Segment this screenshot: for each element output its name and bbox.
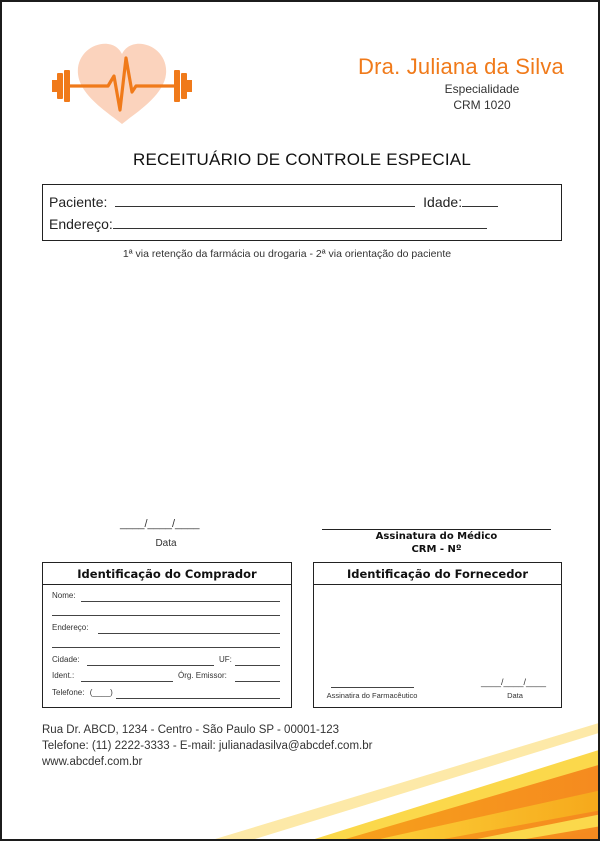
buyer-name-field[interactable] [81,601,280,602]
footer-address: Rua Dr. ABCD, 1234 - Centro - São Paulo SP - 00001-123 [42,724,340,736]
supplier-identification-box [313,562,562,708]
patient-name-label: Paciente: [49,194,108,210]
address-label: Endereço: [49,216,113,232]
buyer-issuer-label: Órg. Emissor: [178,671,227,680]
buyer-id-field[interactable] [81,681,173,682]
patient-info-box [42,184,562,241]
supplier-box-title: Identificação do Fornecedor [346,567,529,581]
address-row [49,216,487,232]
buyer-uf-label: UF: [219,655,232,664]
buyer-phone-field[interactable] [116,698,280,699]
pharmacist-signature-field[interactable] [331,687,414,688]
buyer-id-label: Ident.: [52,671,75,680]
prescription-date-field[interactable]: ____/____/____ [120,518,200,530]
doctor-signature-line[interactable] [322,529,551,530]
pharmacist-signature-caption: Assinatira do Farmacêutico [326,691,418,700]
buyer-issuer-field[interactable] [235,681,280,682]
buyer-phone-label [52,688,113,697]
footer-website[interactable]: www.abcdef.com.br [42,756,143,768]
buyer-name-label: Nome: [52,591,76,600]
address-field[interactable] [113,216,487,229]
age-label: Idade: [423,194,463,210]
doctor-crm-caption: CRM - Nº [411,544,462,555]
buyer-city-field[interactable] [87,665,214,666]
copy-instructions: 1ª via retenção da farmácia ou drogaria - 2ª via orientação do paciente [122,248,452,260]
patient-name-row [49,194,498,210]
buyer-address-field[interactable] [98,633,280,634]
doctor-crm: CRM 1020 [453,98,511,112]
date-caption: Data [155,538,177,549]
buyer-phone-label-text: Telefone: [52,688,85,697]
patient-name-field[interactable] [115,194,415,207]
supplier-date-field[interactable]: ____/____/____ [481,677,547,687]
heart-dumbbell-heartbeat-icon [50,40,194,128]
buyer-address-field-2[interactable] [52,647,280,648]
buyer-city-label: Cidade: [52,655,80,664]
buyer-identification-box [42,562,292,708]
supplier-title-divider [314,584,561,585]
doctor-specialty: Especialidade [444,82,520,96]
supplier-date-caption: Data [507,691,523,700]
buyer-address-label: Endereço: [52,623,89,632]
buyer-uf-field[interactable] [235,665,280,666]
buyer-name-field-2[interactable] [52,615,280,616]
document-title: RECEITUÁRIO DE CONTROLE ESPECIAL [133,150,471,169]
buyer-title-divider [43,584,291,585]
buyer-box-title: Identificação do Comprador [77,567,257,581]
doctor-name: Dra. Juliana da Silva [358,54,564,79]
footer-decorative-stripes [2,702,600,841]
footer-contact: Telefone: (11) 2222-3333 - E-mail: julianadasilva@abcdef.com.br [42,740,373,752]
age-field[interactable] [462,194,498,207]
buyer-phone-prefix: (____) [89,688,113,697]
doctor-signature-caption: Assinatura do Médico [375,531,498,542]
